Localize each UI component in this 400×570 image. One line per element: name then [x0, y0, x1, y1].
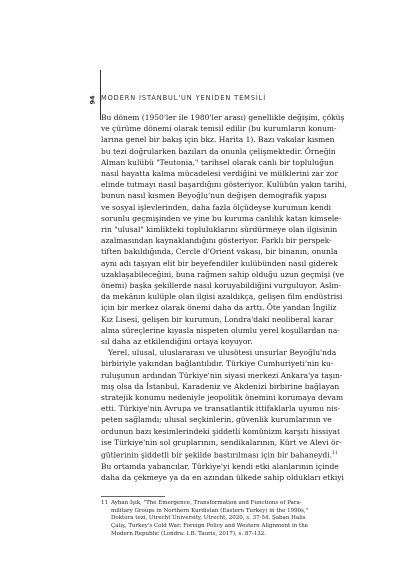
text-line: önemi) başka şekillerde nasıl koruyabildiğini vurguluyor. Aslın-	[101, 281, 342, 291]
footnote	[101, 500, 316, 539]
text-line: ve çürüme dönemi olarak temsil edilir (bu kurumların konum-	[101, 124, 337, 134]
body-text	[101, 112, 347, 483]
text-line: elinde tutmayı nasıl başardığını gösteriyor. Kulübün yakın tarihi,	[101, 180, 347, 190]
text-line: alma süreçlerine kıyasla nispeten olumlu yerel koşullardan na-	[101, 325, 340, 335]
text-line: bu tezi doğrularken bazıları da onunla çelişmektedir. Örneğin	[101, 146, 336, 156]
text-line: ruluşunun ardından Türkiye'nin siyasi merkezi Ankara'ya taşın-	[101, 370, 343, 380]
text-line: sıl daha az etkilendiğini ortaya koyuyor.	[101, 337, 253, 347]
text-line: rin "ulusal" kimlikteki topluluklarını sürdürmeye olan ilgisinin	[101, 225, 338, 235]
text-line: Yerel, ulusal, uluslararası ve ulusötesi unsurlar Beyoğlu'nda	[108, 348, 337, 358]
text-line: stratejik konumu nedeniyle jeopolitik önemini korumaya devam	[101, 393, 344, 403]
footnote-number: 11	[101, 500, 108, 506]
text-line: ve sosyal işlevlerinden, daha fazla ölçüdeyse kurumun kendi	[101, 202, 332, 212]
text-line: azalmasından kaynaklandığını gösteriyor. Farklı bir perspek-	[101, 236, 332, 246]
text-line: da mekânın kulüple olan ilgisi azaldıkça, gelişen film endüstrisi	[101, 292, 343, 302]
footnote-reference[interactable]: 11	[332, 451, 338, 457]
footnote-rule	[101, 496, 165, 497]
text-line-with-footnote-ref	[101, 448, 338, 461]
text-line: larına genel bir bakış için bkz. Harita 1). Bazı vakalar kısmen	[101, 135, 335, 145]
footnote-text: Modern Republic (Londra: I.B. Tauris, 2017), s. 87-132.	[111, 530, 266, 537]
footnote-text: Çalış, Turkey's Cold War: Foreign Policy and Western Alignment in the	[111, 523, 309, 530]
text-line: Bu ortamda yabancılar, Türkiye'yi kendi etki alanlarının içinde	[101, 461, 339, 471]
text-line: tiften bakıldığında, Cercle d'Orient vakası, bir binanın, onunla	[101, 247, 338, 257]
footnote-text: Doktora tezi, Utrecht University, Utrecht, 2020, s. 37-54. Şaban Halis	[111, 515, 306, 522]
text-line: ordunun bazı kesimlerindeki şiddetli komünizm karşıtı hissiyat	[101, 426, 341, 436]
running-header: MODERN İSTANBUL'UN YENİDEN TEMSİLİ	[101, 94, 267, 102]
text-line: Kız Lisesi, gelişen bir kurumun, Londra'daki neoliberal karar	[101, 314, 334, 324]
text-line: nasıl hayatta kalma mücadelesi verdiğini ve mülklerini zar zor	[101, 169, 339, 179]
text-line: Bu dönem (1950'ler ile 1980'ler arası) genellikle değişim, çöküş	[101, 113, 345, 122]
footnote-text: military Groups in Northern Kurdistan (Eastern Turkey) in the 1990s,"	[111, 507, 309, 514]
text-line: ise Türkiye'nin sol gruplarının, sendikalarının, Kürt ve Alevi ör-	[101, 437, 342, 447]
text-line: mış olsa da İstanbul, Karadeniz ve Akdenizi birbirine bağlayan	[101, 381, 340, 391]
footnote-first-line	[101, 500, 316, 508]
text-line: sorunlu geçmişinden ve yine bu kuruma canlılık katan kimsele-	[101, 213, 342, 223]
text-line: daha da çekmeye ya da en azından ülkede sahip oldukları etkiyi	[101, 473, 344, 482]
footnote-text: Ayhan Işık, "The Emergence, Transformation and Functions of Para-	[111, 500, 302, 506]
text-line: uzaklaşabileceğini, buna rağmen sahip olduğu uzun geçmişi (ve	[101, 269, 345, 279]
text-line: için bir merkez olarak önemi daha da arttı. Öte yandan İngiliz	[101, 303, 337, 313]
text-line: etti. Türkiye'nin Avrupa ve transatlantik ittifaklarla uyumu nis-	[101, 404, 341, 414]
text-line: bunun nasıl kısmen Beyoğlu'nun değişen demografik yapısı	[101, 191, 327, 201]
text-line: aynı adı taşıyan elit bir beyefendiler kulübünden nasıl giderek	[101, 258, 338, 268]
text-line: gütlerinin şiddetli bir şekilde bastırılması için bir bahaneydi.	[101, 450, 332, 460]
page-number: 94	[88, 95, 97, 105]
text-line: Alman kulübü "Teutonia," tarihsel olarak canlı bir topluluğun	[101, 157, 334, 167]
text-line: birbiriyle yakından bağlantılıdır. Türkiye Cumhuriyeti'nin ku-	[101, 359, 334, 369]
text-line: peten sağlamdı; ulusal seçkinlerin, güvenlik kurumlarının ve	[101, 415, 332, 425]
